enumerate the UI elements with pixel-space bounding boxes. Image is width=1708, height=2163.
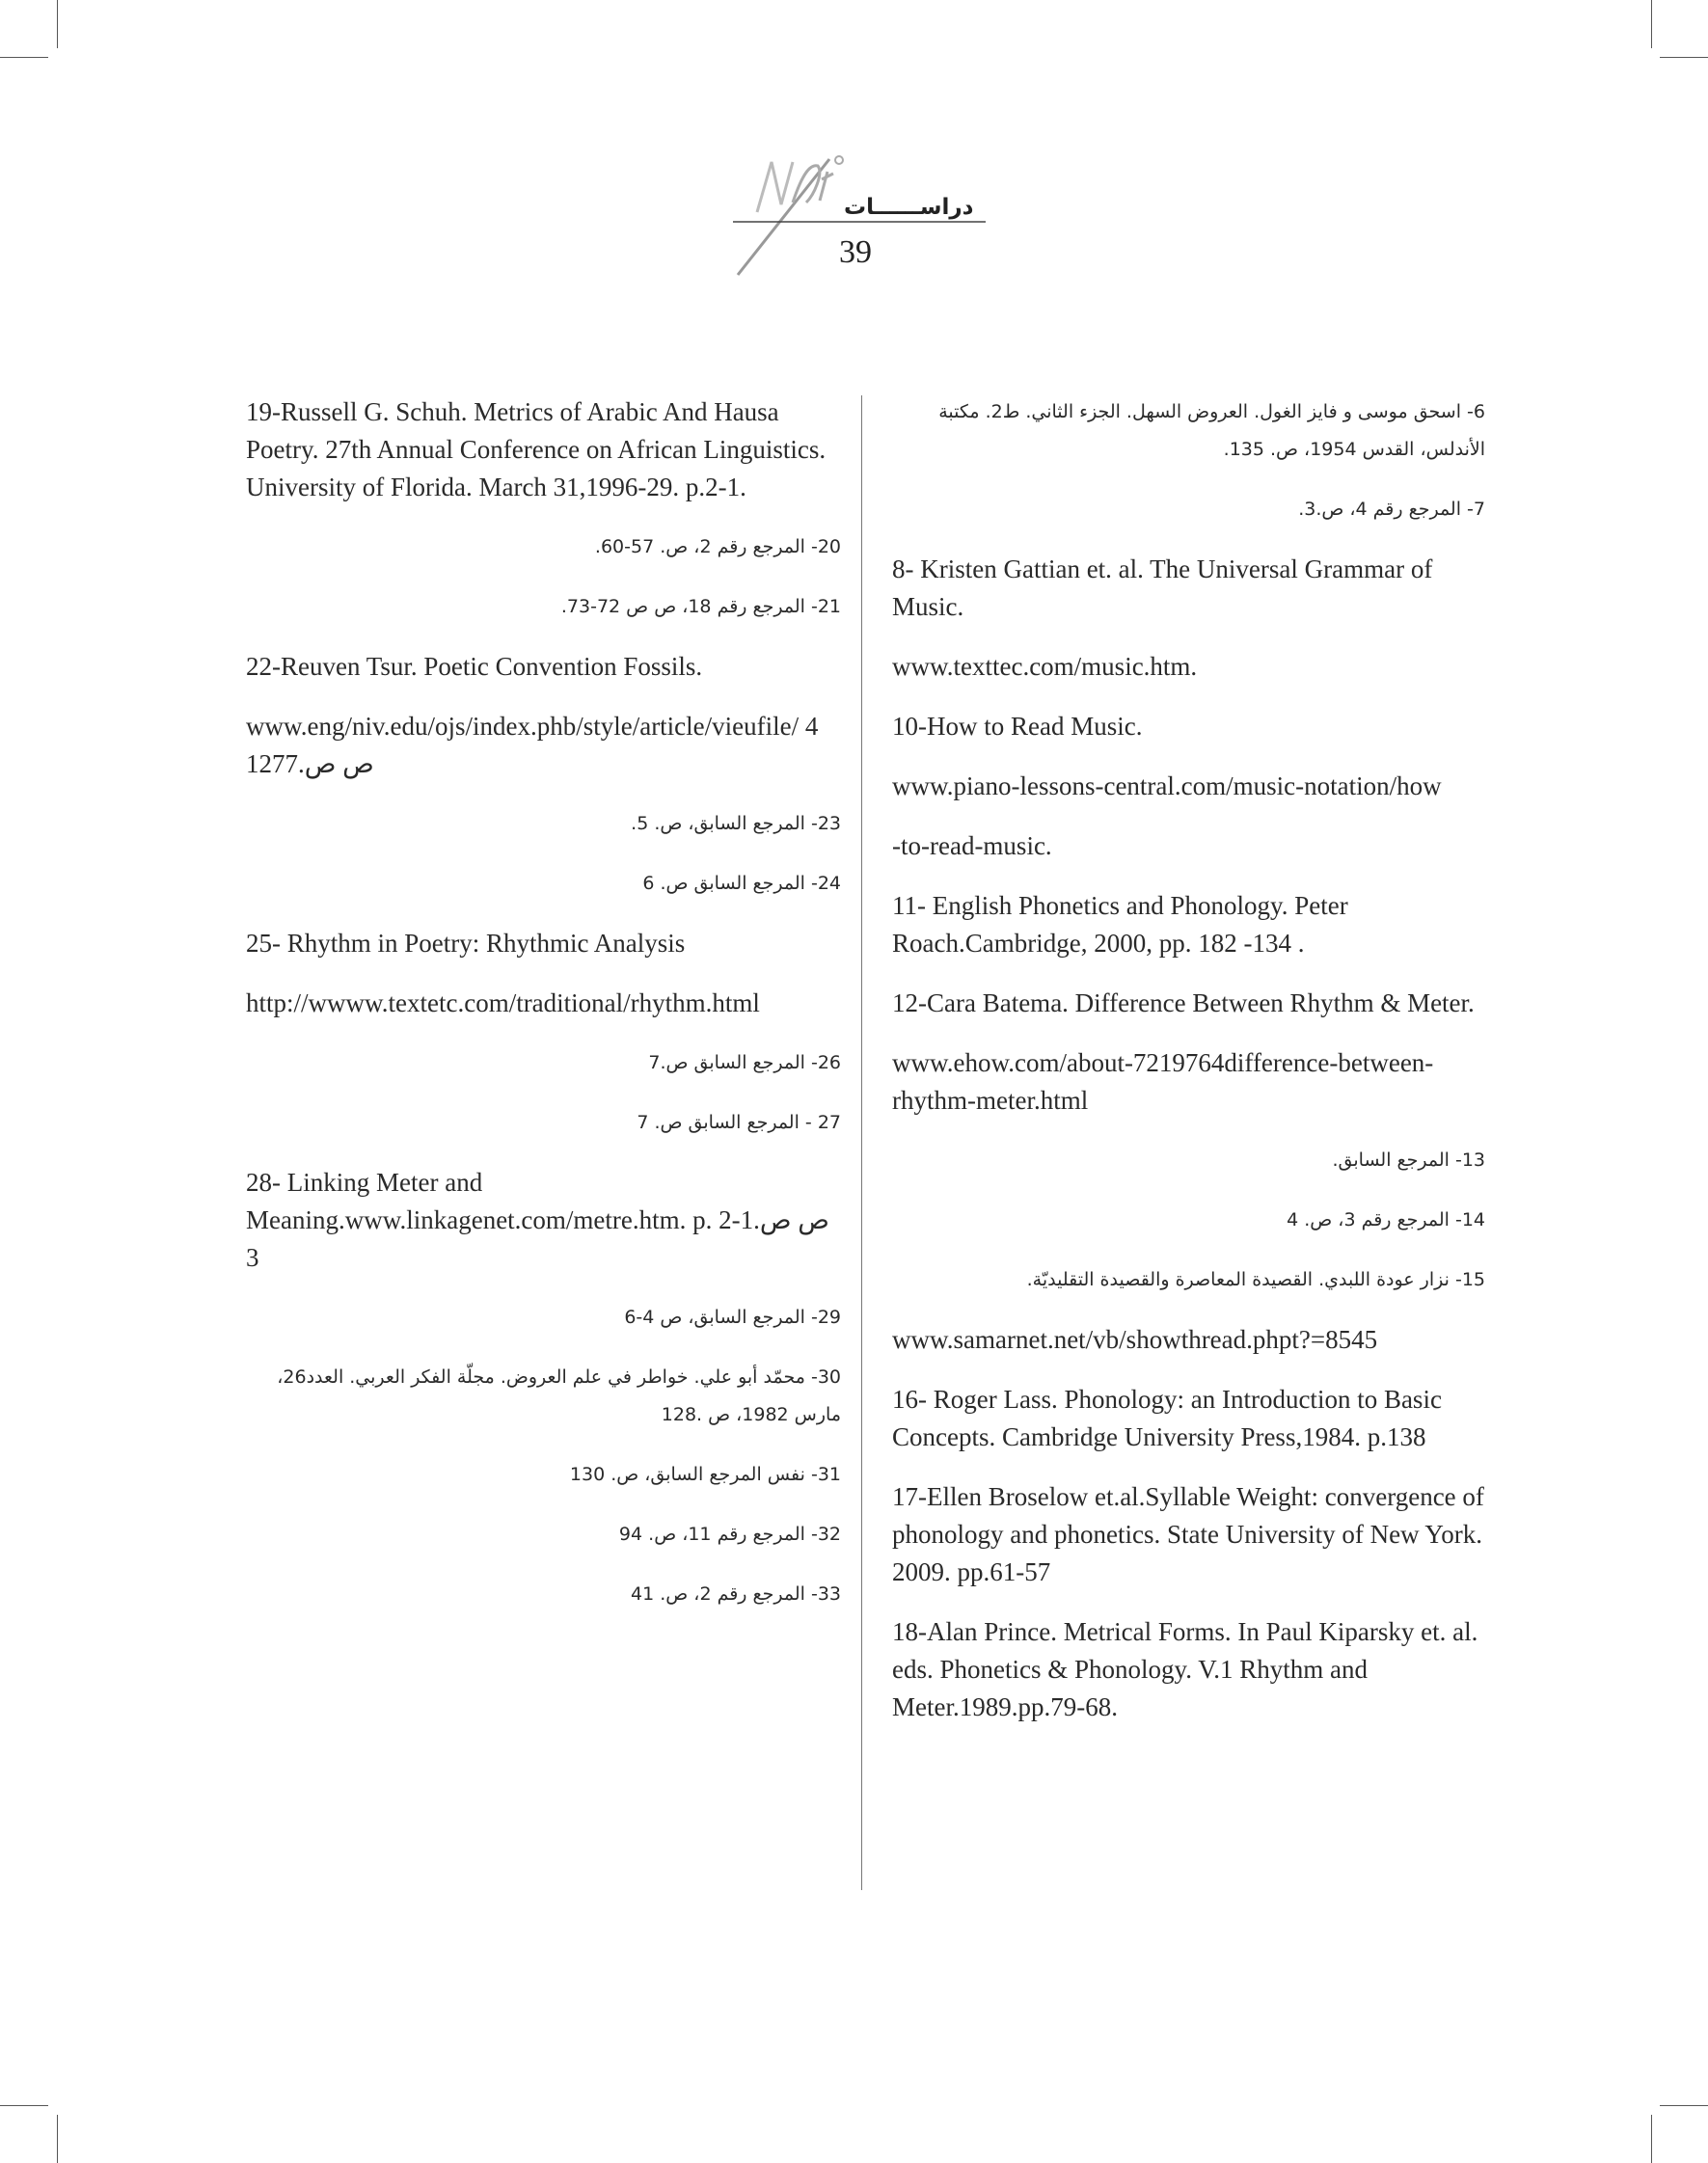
page-header <box>714 145 1003 289</box>
reference-entry: www.samarnet.net/vb/showthread.phpt?=8545 <box>892 1325 1378 1354</box>
column-divider <box>861 395 862 1890</box>
reference-entry: 30- محمّد أبو علي. خواطر في علم العروض. مجلّة الفكر العربي. العدد26، مارس 1982، ص .128 <box>277 1366 841 1425</box>
reference-entry: www.ehow.com/about-7219764difference-between-rhythm-meter.html <box>892 1048 1434 1115</box>
reference-entry: 8- Kristen Gattian et. al. The Universal Grammar of Music. <box>892 554 1433 621</box>
reference-entry: 15- نزار عودة اللبدي. القصيدة المعاصرة والقصيدة التقليديّة. <box>1026 1269 1485 1290</box>
reference-entry: www.eng/niv.edu/ojs/index.phb/style/article/vieufile/ 4 ص ص.1277 <box>246 712 819 778</box>
crop-mark <box>1651 0 1652 48</box>
reference-entry: 12-Cara Batema. Difference Between Rhythm & Meter. <box>892 988 1475 1017</box>
reference-entry: www.texttec.com/music.htm. <box>892 652 1198 681</box>
reference-entry: -to-read-music. <box>892 831 1052 860</box>
reference-entry: 32- المرجع رقم 11، ص. 94 <box>618 1524 841 1545</box>
reference-entry: 7- المرجع رقم 4، ص.3. <box>1298 499 1485 520</box>
reference-entry: www.piano-lessons-central.com/music-notation/how <box>892 771 1442 800</box>
crop-mark <box>57 0 58 48</box>
reference-entry: 17-Ellen Broselow et.al.Syllable Weight: convergence of phonology and phonetics. State University of New York. 2009. pp.61-57 <box>892 1482 1484 1586</box>
reference-entry: 31- نفس المرجع السابق، ص. 130 <box>569 1464 841 1485</box>
reference-entry: 6- اسحق موسى و فايز الغول. العروض السهل. الجزء الثاني. ط2. مكتبة الأندلس، القدس 1954، ص. 135. <box>938 401 1485 460</box>
reference-entry: 13- المرجع السابق. <box>1332 1149 1485 1171</box>
reference-entry: 18-Alan Prince. Metrical Forms. In Paul Kiparsky et. al. eds. Phonetics & Phonology. V.1 Rhythm and Meter.1989.pp.79-68. <box>892 1617 1478 1721</box>
crop-mark <box>1651 2115 1652 2163</box>
reference-entry: 20- المرجع رقم 2، ص. 57-60. <box>594 536 841 557</box>
page-number: 39 <box>839 234 872 270</box>
crop-mark <box>0 2105 48 2106</box>
references-right-column <box>892 393 1485 1748</box>
reference-entry: 33- المرجع رقم 2، ص. 41 <box>631 1583 841 1605</box>
reference-entry: 21- المرجع رقم 18، ص ص 72-73. <box>560 596 841 617</box>
crop-mark <box>57 2115 58 2163</box>
reference-entry: 25- Rhythm in Poetry: Rhythmic Analysis <box>246 929 686 958</box>
references-left-column <box>246 393 841 1636</box>
crop-mark <box>1660 57 1708 58</box>
reference-entry: 16- Roger Lass. Phonology: an Introduction to Basic Concepts. Cambridge University Press,1984. p.138 <box>892 1385 1442 1451</box>
reference-entry: 24- المرجع السابق ص. 6 <box>642 873 841 894</box>
reference-entry: 27 - المرجع السابق ص. 7 <box>637 1112 841 1133</box>
reference-entry: http://wwww.textetc.com/traditional/rhythm.html <box>246 988 760 1017</box>
reference-entry: 23- المرجع السابق، ص. 5. <box>631 813 841 834</box>
reference-entry: 26- المرجع السابق ص.7 <box>648 1052 841 1073</box>
crop-mark <box>1660 2105 1708 2106</box>
reference-entry: 29- المرجع السابق، ص 4-6 <box>624 1307 841 1328</box>
reference-entry: 11- English Phonetics and Phonology. Peter Roach.Cambridge, 2000, pp. 182 -134 . <box>892 891 1348 958</box>
reference-entry: 14- المرجع رقم 3، ص. 4 <box>1287 1209 1485 1230</box>
reference-entry: 10-How to Read Music. <box>892 712 1143 741</box>
reference-entry: 19-Russell G. Schuh. Metrics of Arabic And Hausa Poetry. 27th Annual Conference on African Linguistics. University of Florida. March 31,1996-29. p.2-1. <box>246 397 827 501</box>
crop-mark <box>0 57 48 58</box>
section-label: دراســــــات <box>844 195 974 220</box>
reference-entry: 22-Reuven Tsur. Poetic Convention Fossils. <box>246 652 703 681</box>
reference-entry: 28- Linking Meter and Meaning.www.linkagenet.com/metre.htm. p. ص ص.1-2 3 <box>246 1168 829 1272</box>
